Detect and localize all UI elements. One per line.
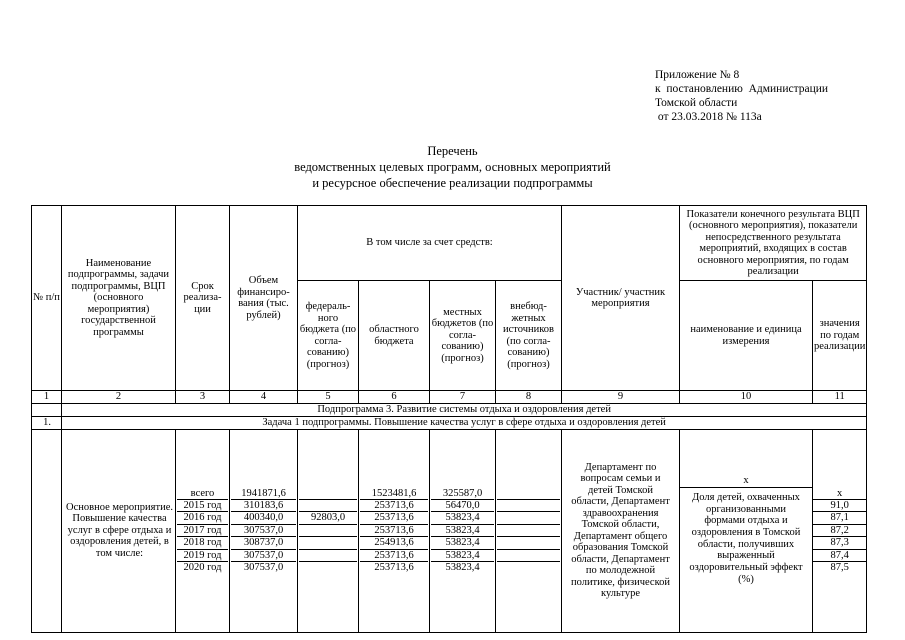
appendix-line: к постановлению Администрации bbox=[655, 83, 829, 95]
header-local: местных бюджетов (по согла-сованию) (прогноз) bbox=[430, 281, 496, 391]
extra-column bbox=[496, 429, 562, 632]
regional-cell: 253713,6 bbox=[360, 550, 428, 562]
extra-cell bbox=[497, 512, 560, 524]
appendix-line: Приложение № 8 bbox=[655, 69, 740, 81]
header-ind-name: наименование и единица измерения bbox=[680, 281, 813, 391]
subprogram-row: Подпрограмма 3. Развитие системы отдыха и оздоровления детей bbox=[62, 404, 867, 417]
indicator-value: 87,3 bbox=[813, 537, 866, 549]
local-column bbox=[430, 429, 496, 632]
col-number: 6 bbox=[359, 391, 430, 404]
regional-list bbox=[360, 488, 428, 574]
federal-cell bbox=[299, 562, 357, 573]
volume-cell: 400340,0 bbox=[231, 512, 296, 524]
col-number: 10 bbox=[680, 391, 813, 404]
col-number: 8 bbox=[496, 391, 562, 404]
indicator-x: х bbox=[680, 475, 812, 487]
indicator-name: Доля детей, охваченных организованными формами отдыха и оздоровления в Томской области, получивших выраженный оздоровительный эффект (%) bbox=[689, 491, 803, 585]
title-line: и ресурсное обеспечение реализации подпрограммы bbox=[312, 176, 593, 190]
federal-cell bbox=[299, 500, 357, 512]
header-no: № п/п bbox=[32, 206, 62, 391]
extra-cell bbox=[497, 500, 560, 512]
regional-cell: 253713,6 bbox=[360, 525, 428, 537]
col-number: 1 bbox=[32, 391, 62, 404]
extra-cell bbox=[497, 525, 560, 537]
volume-cell: 310183,6 bbox=[231, 500, 296, 512]
col-number: 9 bbox=[562, 391, 680, 404]
header-including: В том числе за счет средств: bbox=[298, 206, 562, 281]
title-line: ведомственных целевых программ, основных мероприятий bbox=[294, 160, 611, 174]
volume-column bbox=[230, 429, 298, 632]
header-indicators: Показатели конечного результата ВЦП (основного мероприятия), показатели непосредственного результата мероприятий, входящих в состав основного мероприятия, по годам реализации bbox=[680, 206, 867, 281]
year-cell: 2016 год bbox=[177, 512, 228, 524]
header-federal: федераль-ного бюджета (по согла-сованию) (прогноз) bbox=[298, 281, 359, 391]
indicator-x: х bbox=[813, 488, 866, 500]
document-title bbox=[0, 143, 905, 191]
task-number: 1. bbox=[32, 417, 62, 430]
header-participant: Участник/ участник мероприятия bbox=[562, 206, 680, 391]
indicator-value: 87,1 bbox=[813, 512, 866, 524]
program-table bbox=[31, 205, 867, 633]
indicator-value: 91,0 bbox=[813, 500, 866, 512]
extra-cell bbox=[497, 537, 560, 549]
indicator-values-list bbox=[813, 488, 866, 574]
col-number: 11 bbox=[813, 391, 867, 404]
volume-cell: 307537,0 bbox=[231, 525, 296, 537]
local-list bbox=[431, 488, 494, 574]
volume-cell: 307537,0 bbox=[231, 550, 296, 562]
year-cell: 2019 год bbox=[177, 550, 228, 562]
task-row: Задача 1 подпрограммы. Повышение качества услуг в сфере отдыха и оздоровления детей bbox=[62, 417, 867, 430]
indicator-values-column bbox=[813, 429, 867, 632]
year-cell: всего bbox=[177, 488, 228, 500]
federal-cell bbox=[299, 550, 357, 562]
indicator-value: 87,2 bbox=[813, 525, 866, 537]
federal-list bbox=[299, 488, 357, 574]
federal-cell bbox=[299, 488, 357, 500]
local-cell: 53823,4 bbox=[431, 525, 494, 537]
header-extra: внебюд-жетных источников (по согла-сованию) (прогноз) bbox=[496, 281, 562, 391]
federal-cell bbox=[299, 537, 357, 549]
header-term: Срок реализа-ции bbox=[176, 206, 230, 391]
regional-cell: 1523481,6 bbox=[360, 488, 428, 500]
indicator-value: 87,4 bbox=[813, 550, 866, 562]
regional-cell: 254913,6 bbox=[360, 537, 428, 549]
regional-cell: 253713,6 bbox=[360, 512, 428, 524]
col-number: 3 bbox=[176, 391, 230, 404]
federal-column bbox=[298, 429, 359, 632]
year-cell: 2018 год bbox=[177, 537, 228, 549]
year-cell: 2015 год bbox=[177, 500, 228, 512]
appendix-line: Томской области bbox=[655, 97, 738, 109]
appendix-line: от 23.03.2018 № 113а bbox=[655, 111, 762, 123]
header-name: Наименование подпрограммы, задачи подпрограммы, ВЦП (основного мероприятия) государственной программы bbox=[62, 206, 176, 391]
col-number: 2 bbox=[62, 391, 176, 404]
local-cell: 325587,0 bbox=[431, 488, 494, 500]
appendix-header bbox=[655, 68, 828, 124]
activity-name: Основное мероприятие. Повышение качества услуг в сфере отдыха и оздоровления детей, в том числе: bbox=[62, 429, 176, 632]
col-number: 7 bbox=[430, 391, 496, 404]
col-number: 5 bbox=[298, 391, 359, 404]
year-cell: 2020 год bbox=[183, 561, 222, 573]
local-cell: 53823,4 bbox=[431, 512, 494, 524]
years-list bbox=[177, 488, 228, 574]
regional-cell: 253713,6 bbox=[360, 500, 428, 512]
volume-cell: 1941871,6 bbox=[231, 488, 296, 500]
federal-cell: 92803,0 bbox=[299, 512, 357, 524]
extra-cell bbox=[497, 550, 560, 562]
header-regional: областного бюджета bbox=[359, 281, 430, 391]
extra-cell bbox=[497, 562, 560, 573]
title-line: Перечень bbox=[427, 144, 478, 158]
local-cell: 56470,0 bbox=[431, 500, 494, 512]
extra-list bbox=[497, 488, 560, 574]
header-volume: Объем финансиро-вания (тыс. рублей) bbox=[230, 206, 298, 391]
volume-cell: 307537,0 bbox=[243, 561, 284, 573]
indicator-name-column bbox=[680, 429, 813, 632]
extra-cell bbox=[497, 488, 560, 500]
regional-cell: 253713,6 bbox=[374, 561, 414, 573]
year-cell: 2017 год bbox=[177, 525, 228, 537]
regional-column bbox=[359, 429, 430, 632]
participant: Департамент по вопросам семьи и детей Томской области, Департамент здравоохранения Томской области, Департамент общего образования Томской области, Департамент по молодежной политике, физической культуре bbox=[562, 429, 680, 632]
volume-cell: 308737,0 bbox=[231, 537, 296, 549]
indicator-value: 87,5 bbox=[830, 561, 849, 573]
volume-list bbox=[231, 488, 296, 574]
local-cell: 53823,4 bbox=[445, 561, 480, 573]
years-column bbox=[176, 429, 230, 632]
col-number: 4 bbox=[230, 391, 298, 404]
local-cell: 53823,4 bbox=[431, 550, 494, 562]
header-ind-values: значения по годам реализации bbox=[813, 281, 867, 391]
federal-cell bbox=[299, 525, 357, 537]
local-cell: 53823,4 bbox=[431, 537, 494, 549]
